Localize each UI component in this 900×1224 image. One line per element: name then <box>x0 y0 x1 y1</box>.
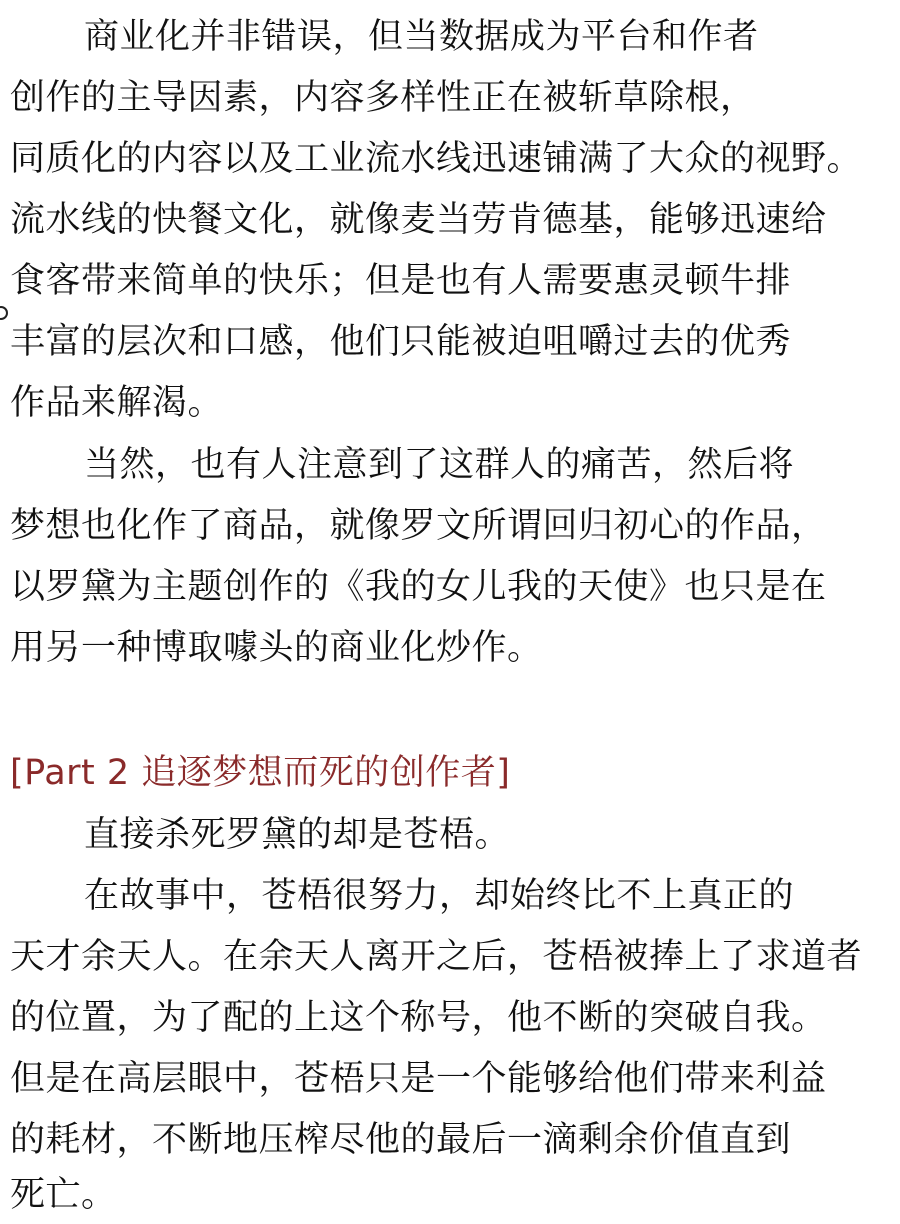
paragraph-line: 食客带来简单的快乐；但是也有人需要惠灵顿牛排 <box>10 261 792 301</box>
paragraph-line: 死亡。 <box>10 1175 117 1215</box>
paragraph-line: 但是在高层眼中，苍梧只是一个能够给他们带来利益 <box>10 1059 827 1099</box>
paragraph-line: 直接杀死罗黛的却是苍梧。 <box>84 815 511 855</box>
section-heading: [Part 2 追逐梦想而死的创作者] <box>10 753 511 793</box>
paragraph-line: 用另一种博取噱头的商业化炒作。 <box>10 628 543 668</box>
paragraph-line: 在故事中，苍梧很努力，却始终比不上真正的 <box>84 876 795 916</box>
paragraph-line: 丰富的层次和口感，他们只能被迫咀嚼过去的优秀 <box>10 322 792 362</box>
paragraph-line: 商业化并非错误，但当数据成为平台和作者 <box>84 17 759 57</box>
paragraph-line: 以罗黛为主题创作的《我的女儿我的天使》也只是在 <box>10 567 827 607</box>
edge-circle-mark <box>0 306 8 320</box>
paragraph-line: 流水线的快餐文化，就像麦当劳肯德基，能够迅速给 <box>10 200 827 240</box>
paragraph-line: 天才余天人。在余天人离开之后，苍梧被捧上了求道者 <box>10 937 863 977</box>
paragraph-line: 梦想也化作了商品，就像罗文所谓回归初心的作品， <box>10 506 827 546</box>
paragraph-line: 的位置，为了配的上这个称号，他不断的突破自我。 <box>10 998 827 1038</box>
paragraph-line: 创作的主导因素，内容多样性正在被斩草除根， <box>10 78 756 118</box>
paragraph-line: 的耗材，不断地压榨尽他的最后一滴剩余价值直到 <box>10 1120 792 1160</box>
paragraph-line: 同质化的内容以及工业流水线迅速铺满了大众的视野。 <box>10 139 863 179</box>
paragraph-line: 当然，也有人注意到了这群人的痛苦，然后将 <box>84 445 795 485</box>
paragraph-line: 作品来解渴。 <box>10 383 224 423</box>
